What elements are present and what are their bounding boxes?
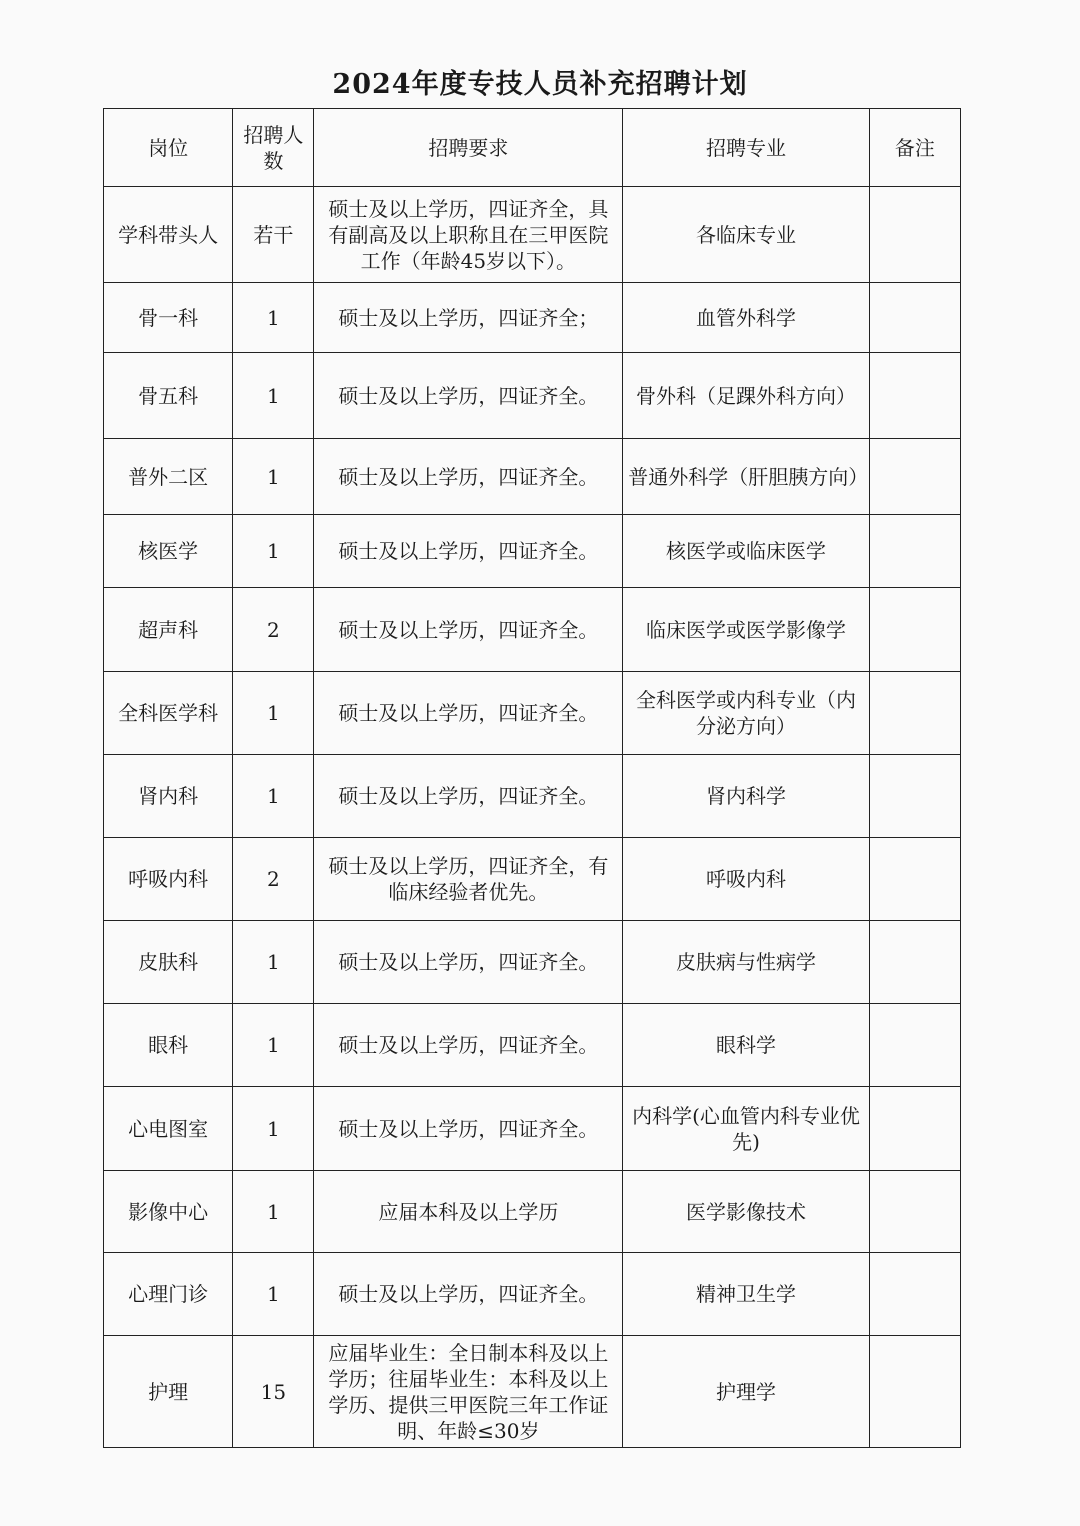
- cell-major: 各临床专业: [623, 187, 870, 283]
- cell-count: 1: [233, 283, 314, 353]
- cell-position: 心电图室: [104, 1087, 233, 1171]
- cell-count: 1: [233, 1171, 314, 1253]
- cell-major: 骨外科（足踝外科方向）: [623, 353, 870, 439]
- cell-position: 眼科: [104, 1004, 233, 1087]
- cell-count: 1: [233, 755, 314, 838]
- cell-major: 内科学(心血管内科专业优先): [623, 1087, 870, 1171]
- cell-requirement: 硕士及以上学历，四证齐全；: [314, 283, 623, 353]
- cell-note: [869, 1087, 960, 1171]
- cell-note: [869, 1171, 960, 1253]
- cell-major: 精神卫生学: [623, 1253, 870, 1336]
- table-row: [104, 1336, 961, 1448]
- cell-major: 全科医学或内科专业（内分泌方向）: [623, 672, 870, 755]
- cell-count: 若干: [233, 187, 314, 283]
- cell-requirement: 应届毕业生：全日制本科及以上学历；往届毕业生：本科及以上学历、提供三甲医院三年工作证明、年龄≤30岁: [314, 1336, 623, 1448]
- table-row: [104, 921, 961, 1004]
- recruitment-plan-table: [103, 108, 961, 1448]
- cell-requirement: 硕士及以上学历，四证齐全，具有副高及以上职称且在三甲医院工作（年龄45岁以下）。: [314, 187, 623, 283]
- cell-requirement: 硕士及以上学历，四证齐全。: [314, 1004, 623, 1087]
- table-row: [104, 755, 961, 838]
- cell-count: 1: [233, 1087, 314, 1171]
- cell-count: 1: [233, 1004, 314, 1087]
- cell-major: 血管外科学: [623, 283, 870, 353]
- cell-note: [869, 838, 960, 921]
- cell-note: [869, 353, 960, 439]
- cell-note: [869, 439, 960, 515]
- cell-requirement: 硕士及以上学历，四证齐全。: [314, 588, 623, 672]
- cell-requirement: 硕士及以上学历，四证齐全。: [314, 1087, 623, 1171]
- cell-count: 1: [233, 672, 314, 755]
- table-row: [104, 1004, 961, 1087]
- header-count: 招聘人数: [233, 109, 314, 187]
- cell-count: 1: [233, 1253, 314, 1336]
- table-row: [104, 588, 961, 672]
- cell-major: 肾内科学: [623, 755, 870, 838]
- table-row: [104, 439, 961, 515]
- cell-position: 护理: [104, 1336, 233, 1448]
- cell-requirement: 硕士及以上学历，四证齐全。: [314, 672, 623, 755]
- cell-requirement: 硕士及以上学历，四证齐全，有临床经验者优先。: [314, 838, 623, 921]
- cell-major: 眼科学: [623, 1004, 870, 1087]
- cell-position: 超声科: [104, 588, 233, 672]
- cell-requirement: 硕士及以上学历，四证齐全。: [314, 515, 623, 588]
- cell-major: 呼吸内科: [623, 838, 870, 921]
- cell-position: 影像中心: [104, 1171, 233, 1253]
- cell-position: 心理门诊: [104, 1253, 233, 1336]
- cell-count: 1: [233, 515, 314, 588]
- cell-position: 呼吸内科: [104, 838, 233, 921]
- cell-requirement: 硕士及以上学历，四证齐全。: [314, 921, 623, 1004]
- cell-requirement: 硕士及以上学历，四证齐全。: [314, 755, 623, 838]
- header-major: 招聘专业: [623, 109, 870, 187]
- cell-position: 普外二区: [104, 439, 233, 515]
- cell-position: 全科医学科: [104, 672, 233, 755]
- header-position: 岗位: [104, 109, 233, 187]
- table-row: [104, 283, 961, 353]
- cell-position: 骨一科: [104, 283, 233, 353]
- cell-major: 普通外科学（肝胆胰方向）: [623, 439, 870, 515]
- table-row: [104, 187, 961, 283]
- cell-count: 1: [233, 921, 314, 1004]
- table-header-row: [104, 109, 961, 187]
- cell-count: 2: [233, 588, 314, 672]
- cell-note: [869, 515, 960, 588]
- cell-note: [869, 283, 960, 353]
- cell-count: 1: [233, 353, 314, 439]
- table-row: [104, 353, 961, 439]
- table-row: [104, 1087, 961, 1171]
- cell-note: [869, 187, 960, 283]
- table-row: [104, 1253, 961, 1336]
- table-row: [104, 1171, 961, 1253]
- table-row: [104, 672, 961, 755]
- cell-note: [869, 921, 960, 1004]
- cell-requirement: 应届本科及以上学历: [314, 1171, 623, 1253]
- header-requirement: 招聘要求: [314, 109, 623, 187]
- table-row: [104, 515, 961, 588]
- cell-note: [869, 1253, 960, 1336]
- cell-major: 医学影像技术: [623, 1171, 870, 1253]
- cell-count: 1: [233, 439, 314, 515]
- cell-count: 2: [233, 838, 314, 921]
- header-note: 备注: [869, 109, 960, 187]
- table-row: [104, 838, 961, 921]
- cell-note: [869, 672, 960, 755]
- cell-major: 皮肤病与性病学: [623, 921, 870, 1004]
- cell-major: 临床医学或医学影像学: [623, 588, 870, 672]
- cell-position: 学科带头人: [104, 187, 233, 283]
- cell-position: 核医学: [104, 515, 233, 588]
- cell-position: 骨五科: [104, 353, 233, 439]
- cell-note: [869, 755, 960, 838]
- cell-requirement: 硕士及以上学历，四证齐全。: [314, 353, 623, 439]
- cell-note: [869, 1336, 960, 1448]
- page-title: 2024年度专技人员补充招聘计划: [332, 69, 748, 100]
- cell-major: 护理学: [623, 1336, 870, 1448]
- cell-note: [869, 588, 960, 672]
- cell-position: 肾内科: [104, 755, 233, 838]
- cell-count: 15: [233, 1336, 314, 1448]
- cell-requirement: 硕士及以上学历，四证齐全。: [314, 439, 623, 515]
- cell-position: 皮肤科: [104, 921, 233, 1004]
- cell-requirement: 硕士及以上学历，四证齐全。: [314, 1253, 623, 1336]
- cell-major: 核医学或临床医学: [623, 515, 870, 588]
- cell-note: [869, 1004, 960, 1087]
